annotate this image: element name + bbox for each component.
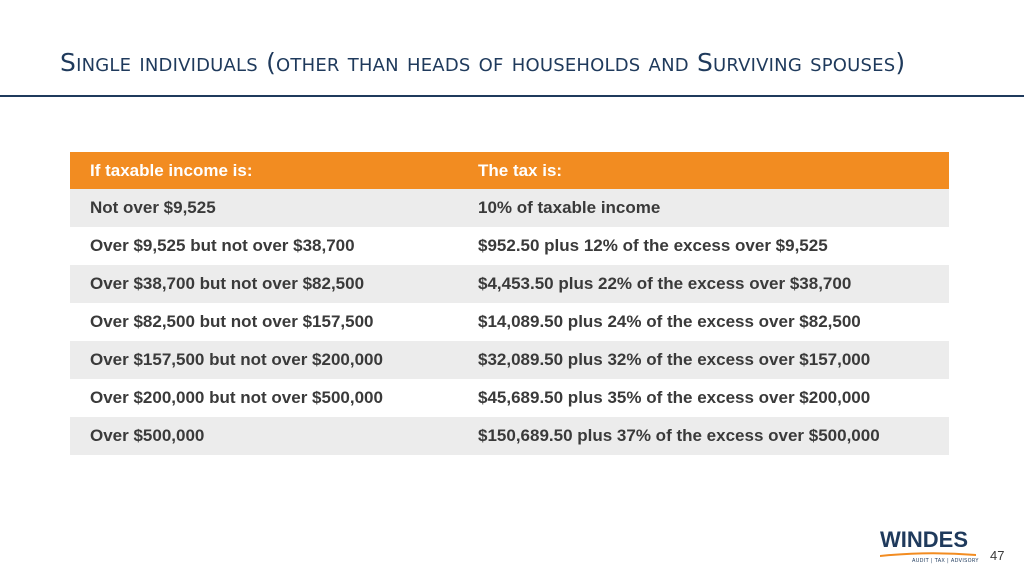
logo-tagline: AUDIT | TAX | ADVISORY (912, 558, 979, 564)
income-cell: Over $38,700 but not over $82,500 (70, 265, 458, 303)
title-divider (0, 95, 1024, 97)
income-cell: Over $157,500 but not over $200,000 (70, 341, 458, 379)
title-main: Single individuals (60, 48, 258, 77)
column-header-tax: The tax is: (458, 152, 949, 189)
tax-cell: $150,689.50 plus 37% of the excess over $500,000 (458, 417, 949, 455)
table-row (70, 417, 949, 455)
tax-cell: $45,689.50 plus 35% of the excess over $200,000 (458, 379, 949, 417)
logo-swoosh-icon (880, 551, 976, 557)
tax-rate-table (70, 152, 949, 455)
slide-title (60, 46, 905, 80)
column-header-income: If taxable income is: (70, 152, 458, 189)
table-row (70, 227, 949, 265)
tax-cell: $4,453.50 plus 22% of the excess over $38,700 (458, 265, 949, 303)
income-cell: Over $82,500 but not over $157,500 (70, 303, 458, 341)
table-header-row (70, 152, 949, 189)
income-cell: Over $9,525 but not over $38,700 (70, 227, 458, 265)
company-logo (880, 527, 979, 567)
table-row (70, 341, 949, 379)
income-cell: Over $200,000 but not over $500,000 (70, 379, 458, 417)
title-subtitle: (other than heads of households and Surviving spouses) (266, 48, 906, 77)
income-cell: Over $500,000 (70, 417, 458, 455)
table-row (70, 379, 949, 417)
table-row (70, 189, 949, 227)
tax-cell: $32,089.50 plus 32% of the excess over $157,000 (458, 341, 949, 379)
table-row (70, 303, 949, 341)
tax-cell: $952.50 plus 12% of the excess over $9,525 (458, 227, 949, 265)
tax-cell: $14,089.50 plus 24% of the excess over $82,500 (458, 303, 949, 341)
income-cell: Not over $9,525 (70, 189, 458, 227)
logo-wordmark: WINDES (880, 527, 968, 552)
table-row (70, 265, 949, 303)
page-number: 47 (990, 548, 1005, 563)
tax-cell: 10% of taxable income (458, 189, 949, 227)
